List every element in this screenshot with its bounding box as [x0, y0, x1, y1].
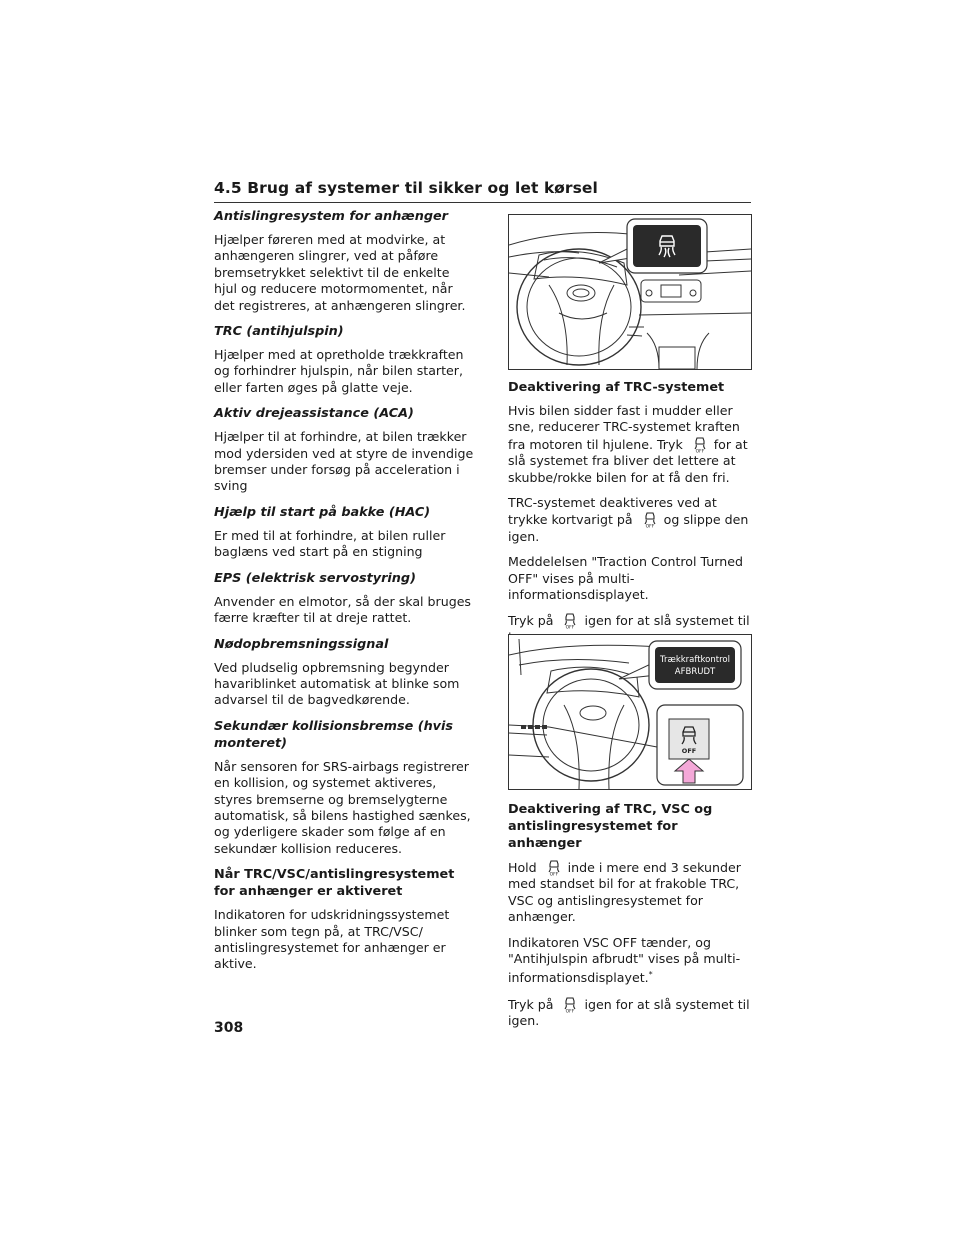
text-fragment: Tryk på: [508, 997, 558, 1013]
text-disable-all-2: [508, 935, 754, 987]
text-hac: Er med til at forhindre, at bilen ruller baglæns ved start på en stigning: [214, 527, 446, 560]
heading-secondary-collision-brake: Sekundær kollisionsbremse (hvis monteret): [214, 718, 454, 751]
text-disable-trc-1: [508, 403, 754, 486]
text-disable-trc-3: Meddelelsen "Traction Control Turned OFF" vises på multi-informationsdisplayet.: [508, 554, 743, 603]
off-label: OFF: [681, 747, 697, 755]
svg-text:OFF: OFF: [645, 524, 654, 529]
header-divider: [214, 202, 751, 203]
vsc-off-button-icon: [560, 612, 580, 629]
svg-text:OFF: OFF: [566, 1009, 575, 1014]
text-eps: Anvender en elmotor, så der skal bruges færre kræfter til at dreje rattet.: [214, 593, 471, 626]
text-aca: Hjælper til at forhindre, at bilen trækker mod ydersiden ved at styre de invendige bremser under forsøg på acceleration i sving: [214, 429, 474, 494]
heading-trc: TRC (antihjulspin): [214, 324, 344, 340]
text-fragment: inde i mere end 3 sekunder med standset bil for at frakoble TRC, VSC og antislingresystemet for anhænger.: [508, 860, 741, 925]
vsc-off-button-icon: [544, 859, 564, 876]
section-title: 4.5 Brug af systemer til sikker og let kørsel: [214, 179, 598, 197]
svg-text:OFF: OFF: [695, 449, 705, 453]
text-fragment: Indikatoren VSC OFF tænder, og "Antihjulspin afbrudt" vises på multi-informationsdisplayet.: [508, 934, 741, 986]
text-fragment: Hold: [508, 860, 541, 875]
text-fragment: og slippe den igen.: [508, 512, 749, 544]
text-fragment: Tryk på: [508, 613, 558, 629]
bubble-line-2: AFBRUDT: [674, 667, 716, 677]
text-fragment: igen for at slå systemet til: [584, 613, 750, 629]
text-fragment: for at slå systemet fra bliver det lettere at skubbe/rokke bilen for at få den fri.: [508, 436, 748, 485]
dashboard-illustration: [509, 215, 751, 369]
text-disable-all-1: [508, 859, 754, 926]
heading-systems-active: Når TRC/VSC/antislingresystemet for anhænger er aktiveret: [214, 867, 455, 900]
text-systems-active: Indikatoren for udskridningssystemet blinker som tegn på, at TRC/VSC/ antislingresystemet for anhænger er aktive.: [214, 907, 450, 972]
right-column-upper: [508, 379, 754, 655]
heading-disable-trc: Deaktivering af TRC-systemet: [508, 380, 725, 395]
heading-hac: Hjælp til start på bakke (HAC): [214, 504, 431, 520]
text-emergency-brake-signal: Ved pludselig opbremsning begynder havariblinket automatisk at blinke som advarsel til de bagvedkørende.: [214, 659, 460, 708]
text-trc: Hjælper med at opretholde trækkraften og forhindrer hjulspin, når bilen starter, eller farten øges på glatte veje.: [214, 347, 464, 395]
vsc-off-button-icon: [690, 436, 710, 453]
svg-text:OFF: OFF: [549, 872, 559, 876]
figure-dashboard-vsc-off-button: [508, 634, 752, 790]
bubble-line-1: Trækkraftkontrol: [660, 655, 730, 665]
vsc-off-button-icon: [560, 996, 580, 1013]
vsc-off-button-icon: [640, 511, 660, 528]
heading-aca: Aktiv drejeassistance (ACA): [214, 406, 414, 422]
right-column-lower: [508, 801, 754, 1039]
text-disable-trc-2: [508, 495, 754, 545]
heading-emergency-brake-signal: Nødopbremsningssignal: [214, 636, 389, 652]
heading-disable-all: Deaktivering af TRC, VSC og antislingresystemet for anhænger: [508, 802, 713, 851]
left-column: [214, 208, 476, 982]
heading-trailer-sway: Antislingresystem for anhænger: [214, 209, 448, 224]
footnote-marker: *: [648, 970, 653, 980]
text-disable-all-3: [508, 996, 754, 1030]
svg-text:OFF: OFF: [566, 625, 575, 630]
dashboard-illustration-2: [509, 635, 751, 789]
heading-eps: EPS (elektrisk servostyring): [214, 570, 416, 586]
page-number: 308: [214, 1020, 244, 1036]
text-trailer-sway: Hjælper føreren med at modvirke, at anhængeren slingrer, ved at påføre bremsetrykket selektivt til de enkelte hjul og reducere motormomentet, når det registreres, at anhængeren slingrer.: [214, 232, 466, 313]
text-fragment: Hvis bilen sidder fast i mudder eller sne, reducerer TRC-systemet kraften fra motoren til hjulene. Tryk: [508, 403, 740, 452]
page-header: [214, 179, 751, 203]
text-secondary-collision-brake: Når sensoren for SRS-airbags registrerer en kollision, og systemet aktiveres, styres bremserne og bremselygterne automatisk, så bilens hastighed sænkes, og yderligere skader som følge af en sekundær kollision reduceres.: [214, 758, 471, 856]
figure-dashboard-trc-indicator: [508, 214, 752, 370]
text-fragment: igen for at slå systemet til igen.: [508, 997, 750, 1029]
text-fragment: TRC-systemet deaktiveres ved at trykke kortvarigt på: [508, 495, 717, 528]
